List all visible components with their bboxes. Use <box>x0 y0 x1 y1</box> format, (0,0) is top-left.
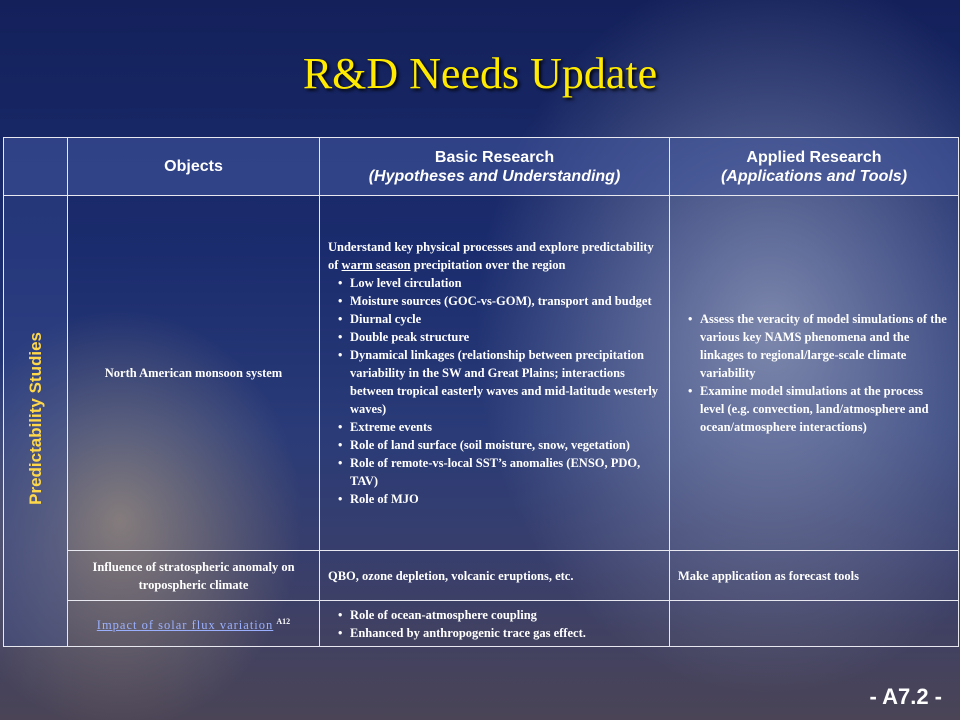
basic-monsoon-list <box>328 274 661 508</box>
applied-solar <box>670 601 959 647</box>
object-monsoon: North American monsoon system <box>68 196 320 551</box>
header-applied-line1: Applied Research <box>746 148 882 166</box>
basic-solar <box>320 601 670 647</box>
applied-stratospheric: Make application as forecast tools <box>670 551 959 601</box>
list-item: • Low level circulation <box>340 274 661 292</box>
table-row-solar <box>4 601 959 647</box>
applied-monsoon <box>670 196 959 551</box>
page-number: - A7.2 - <box>869 684 942 709</box>
list-item: • Assess the veracity of model simulations of the various key NAMS phenomena and the linkages to regional/large-scale climate variability <box>690 310 950 382</box>
header-applied-line2: (Applications and Tools) <box>720 167 908 185</box>
basic-monsoon-intro-b: precipitation over the region <box>410 258 566 272</box>
slide-title: R&D Needs Update <box>302 49 658 98</box>
list-item: • Examine model simulations at the process level (e.g. convection, land/atmosphere and ocean/atmosphere interactions) <box>690 382 950 436</box>
table-row-stratospheric <box>4 551 959 601</box>
list-item: • Role of MJO <box>340 490 661 508</box>
table-row-monsoon <box>4 196 959 551</box>
object-solar <box>68 601 320 647</box>
list-item: • Role of land surface (soil moisture, snow, vegetation) <box>340 436 661 454</box>
list-item: • Double peak structure <box>340 328 661 346</box>
list-item: • Diurnal cycle <box>340 310 661 328</box>
header-objects: Objects <box>68 138 320 196</box>
basic-solar-list <box>328 606 661 642</box>
basic-monsoon-intro <box>328 238 661 274</box>
header-basic-line2: (Hypotheses and Understanding) <box>368 167 621 185</box>
object-stratospheric: Influence of stratospheric anomaly on tropospheric climate <box>68 551 320 601</box>
list-item: • Dynamical linkages (relationship between precipitation variability in the SW and Great Plains; interactions between tropical easterly waves and mid-latitude westerly waves) <box>340 346 661 418</box>
basic-monsoon-intro-a: Understand key physical processes and explore predictability of <box>328 240 654 272</box>
needs-table <box>3 137 959 647</box>
basic-monsoon <box>320 196 670 551</box>
list-item: • Role of remote-vs-local SST’s anomalies (ENSO, PDO, TAV) <box>340 454 661 490</box>
header-corner <box>4 138 68 196</box>
side-label: Predictability Studies <box>25 332 45 505</box>
header-row <box>4 138 959 196</box>
list-item: • Enhanced by anthropogenic trace gas effect. <box>340 624 661 642</box>
header-applied-research <box>670 138 959 196</box>
solar-flux-ref: A12 <box>276 616 291 626</box>
applied-monsoon-list <box>678 310 950 436</box>
solar-flux-link[interactable]: Impact of solar flux variation <box>96 618 274 633</box>
list-item: • Extreme events <box>340 418 661 436</box>
basic-monsoon-intro-underlined: warm season <box>341 258 411 272</box>
header-basic-research <box>320 138 670 196</box>
header-basic-line1: Basic Research <box>434 148 555 166</box>
side-label-cell <box>4 196 68 647</box>
list-item: • Role of ocean-atmosphere coupling <box>340 606 661 624</box>
list-item: • Moisture sources (GOC-vs-GOM), transport and budget <box>340 292 661 310</box>
basic-stratospheric: QBO, ozone depletion, volcanic eruptions, etc. <box>320 551 670 601</box>
